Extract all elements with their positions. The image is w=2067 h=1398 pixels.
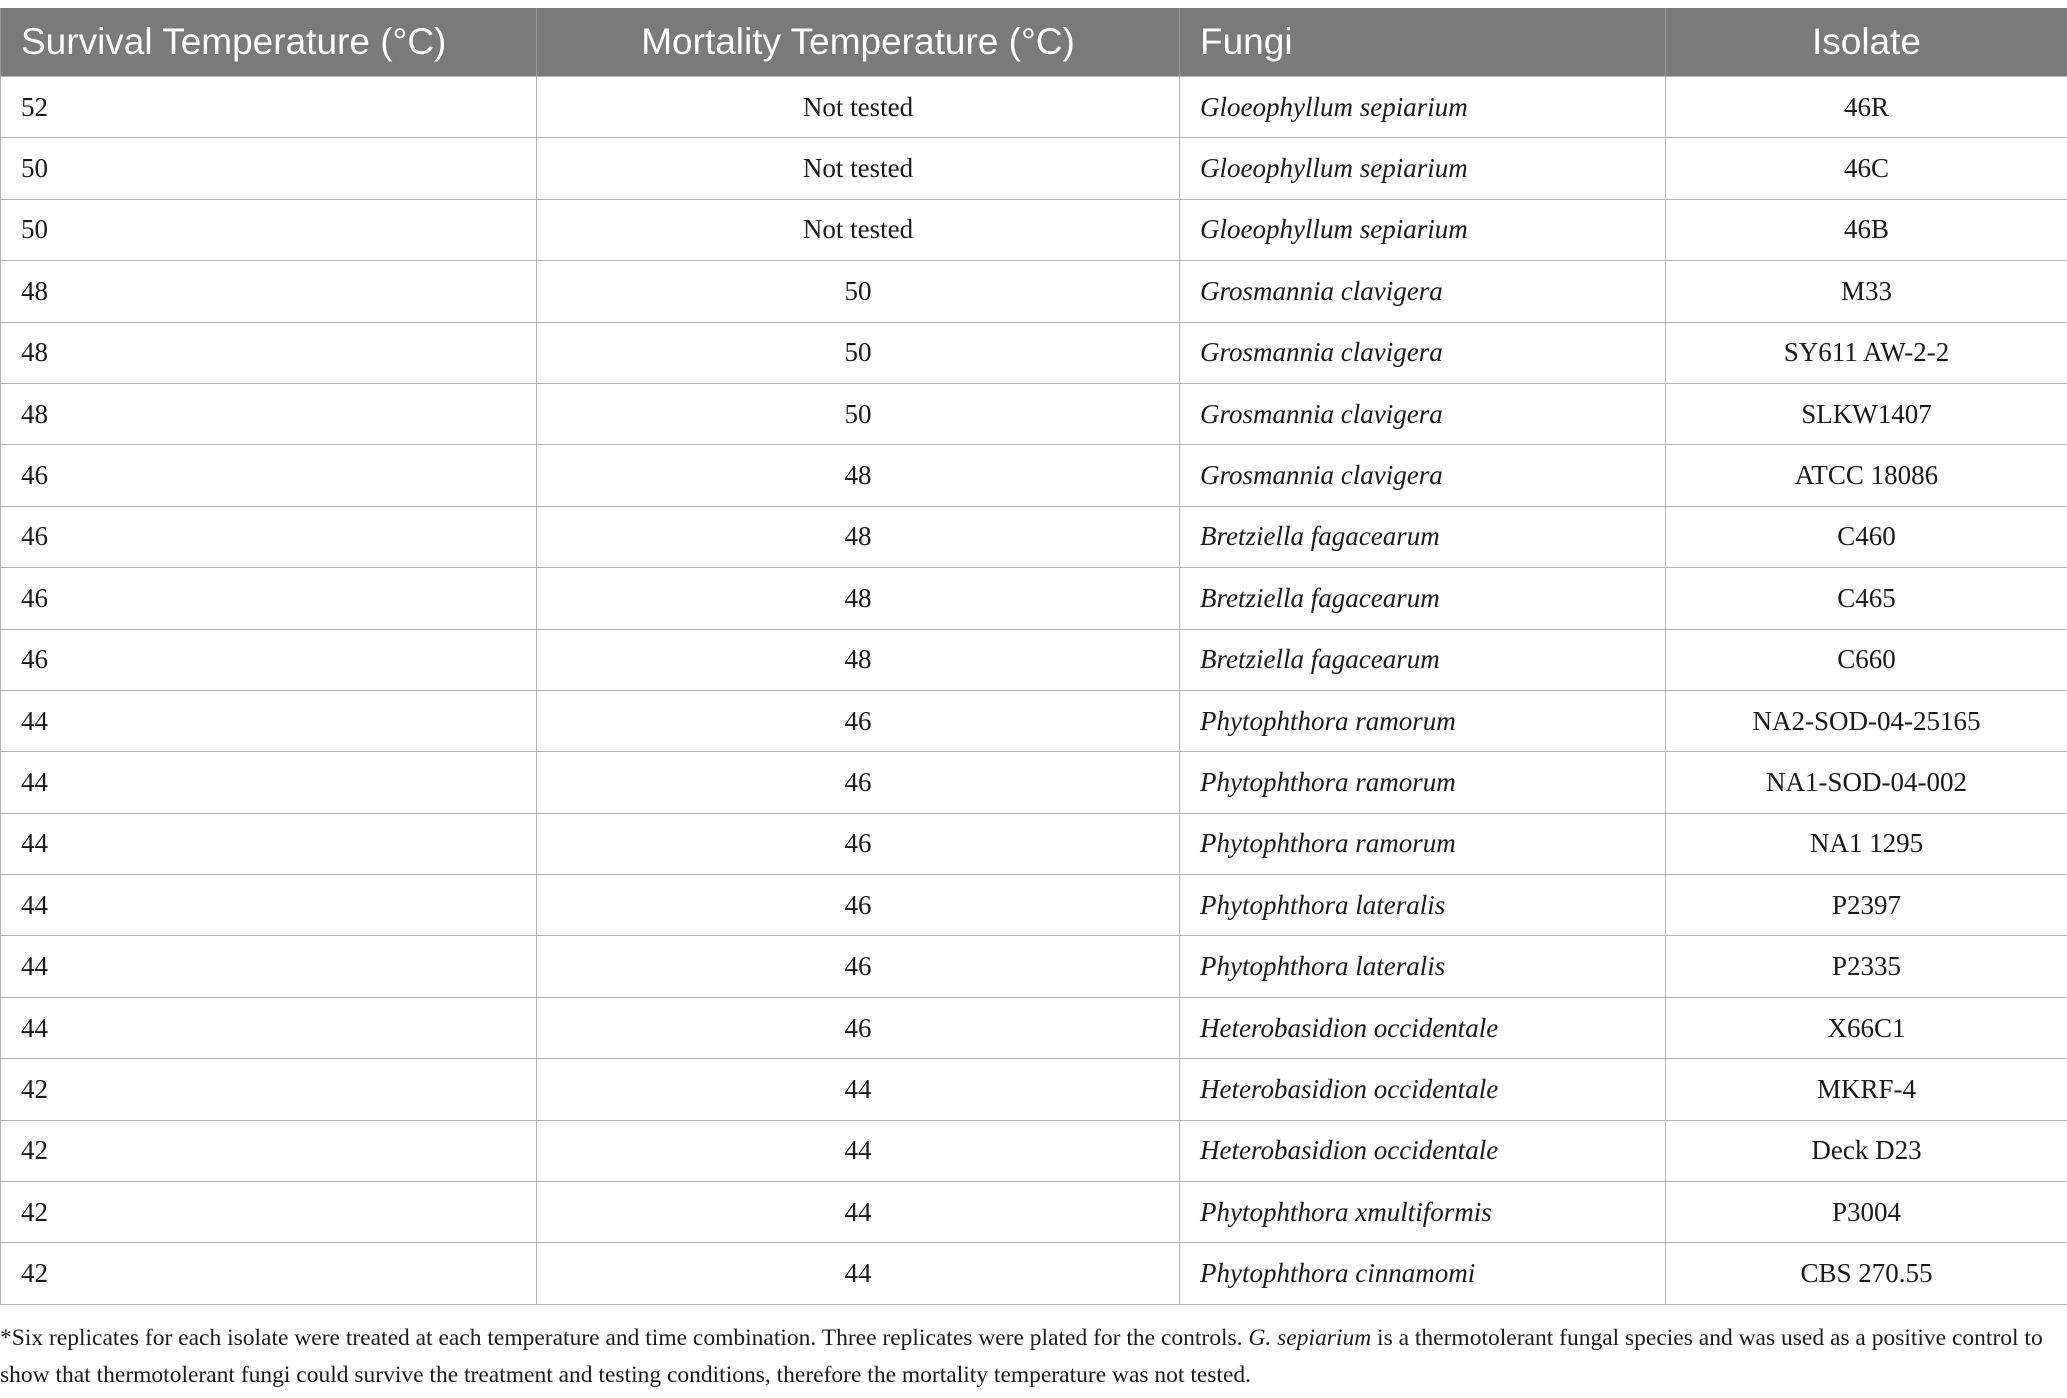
- cell-survival-temperature: 42: [1, 1059, 537, 1120]
- cell-fungi: Phytophthora ramorum: [1180, 813, 1666, 874]
- cell-fungi: Gloeophyllum sepiarium: [1180, 138, 1666, 199]
- cell-isolate: NA1-SOD-04-002: [1666, 752, 2067, 813]
- cell-mortality-temperature: 48: [537, 506, 1180, 567]
- header-fungi: Fungi: [1180, 8, 1666, 77]
- cell-isolate: 46R: [1666, 77, 2067, 138]
- footnote-text-part1: *Six replicates for each isolate were treated at each temperature and time combination. Three replicates were plated for the controls.: [0, 1325, 1249, 1351]
- cell-fungi: Gloeophyllum sepiarium: [1180, 77, 1666, 138]
- table-row: [1, 936, 2067, 997]
- cell-fungi: Phytophthora cinnamomi: [1180, 1243, 1666, 1304]
- cell-survival-temperature: 42: [1, 1120, 537, 1181]
- cell-isolate: 46B: [1666, 199, 2067, 260]
- cell-fungi: Phytophthora lateralis: [1180, 875, 1666, 936]
- results-table-container: [0, 8, 2067, 1305]
- cell-isolate: MKRF-4: [1666, 1059, 2067, 1120]
- cell-fungi: Bretziella fagacearum: [1180, 629, 1666, 690]
- cell-mortality-temperature: 44: [537, 1182, 1180, 1243]
- table-row: [1, 77, 2067, 138]
- cell-survival-temperature: 44: [1, 875, 537, 936]
- cell-fungi: Phytophthora ramorum: [1180, 752, 1666, 813]
- cell-isolate: P3004: [1666, 1182, 2067, 1243]
- cell-survival-temperature: 46: [1, 629, 537, 690]
- table-row: [1, 813, 2067, 874]
- header-isolate: Isolate: [1666, 8, 2067, 77]
- table-body: [1, 77, 2067, 1305]
- footnote-text-part2: is a thermotolerant fungal species and was used as a positive control to show that thermotolerant fungi could survive the treatment and testing conditions, therefore the mortality temperature was not tested.: [0, 1325, 2043, 1388]
- table-row: [1, 445, 2067, 506]
- cell-survival-temperature: 48: [1, 261, 537, 322]
- table-row: [1, 752, 2067, 813]
- cell-isolate: C460: [1666, 506, 2067, 567]
- cell-fungi: Heterobasidion occidentale: [1180, 1059, 1666, 1120]
- cell-mortality-temperature: 46: [537, 936, 1180, 997]
- cell-fungi: Grosmannia clavigera: [1180, 261, 1666, 322]
- cell-fungi: Grosmannia clavigera: [1180, 445, 1666, 506]
- cell-isolate: NA1 1295: [1666, 813, 2067, 874]
- table-row: [1, 629, 2067, 690]
- cell-survival-temperature: 44: [1, 690, 537, 751]
- cell-isolate: 46C: [1666, 138, 2067, 199]
- cell-mortality-temperature: 46: [537, 813, 1180, 874]
- cell-fungi: Grosmannia clavigera: [1180, 383, 1666, 444]
- results-table: [0, 8, 2067, 1305]
- table-row: [1, 1059, 2067, 1120]
- cell-isolate: C465: [1666, 568, 2067, 629]
- cell-isolate: CBS 270.55: [1666, 1243, 2067, 1304]
- cell-mortality-temperature: 50: [537, 322, 1180, 383]
- cell-survival-temperature: 50: [1, 199, 537, 260]
- table-row: [1, 322, 2067, 383]
- cell-isolate: P2397: [1666, 875, 2067, 936]
- table-row: [1, 138, 2067, 199]
- cell-survival-temperature: 52: [1, 77, 537, 138]
- cell-mortality-temperature: 50: [537, 383, 1180, 444]
- cell-survival-temperature: 44: [1, 997, 537, 1058]
- cell-isolate: P2335: [1666, 936, 2067, 997]
- cell-fungi: Heterobasidion occidentale: [1180, 1120, 1666, 1181]
- cell-survival-temperature: 42: [1, 1243, 537, 1304]
- cell-survival-temperature: 42: [1, 1182, 537, 1243]
- cell-fungi: Gloeophyllum sepiarium: [1180, 199, 1666, 260]
- cell-fungi: Phytophthora lateralis: [1180, 936, 1666, 997]
- cell-survival-temperature: 46: [1, 506, 537, 567]
- table-row: [1, 199, 2067, 260]
- cell-mortality-temperature: 48: [537, 629, 1180, 690]
- cell-survival-temperature: 44: [1, 752, 537, 813]
- cell-survival-temperature: 44: [1, 813, 537, 874]
- cell-mortality-temperature: 48: [537, 445, 1180, 506]
- cell-isolate: SLKW1407: [1666, 383, 2067, 444]
- cell-survival-temperature: 48: [1, 383, 537, 444]
- header-survival-temperature: Survival Temperature (°C): [1, 8, 537, 77]
- cell-isolate: Deck D23: [1666, 1120, 2067, 1181]
- table-row: [1, 1243, 2067, 1304]
- table-row: [1, 875, 2067, 936]
- cell-survival-temperature: 46: [1, 445, 537, 506]
- cell-mortality-temperature: 50: [537, 261, 1180, 322]
- cell-survival-temperature: 46: [1, 568, 537, 629]
- table-row: [1, 506, 2067, 567]
- cell-fungi: Phytophthora ramorum: [1180, 690, 1666, 751]
- cell-isolate: C660: [1666, 629, 2067, 690]
- table-row: [1, 383, 2067, 444]
- table-row: [1, 1120, 2067, 1181]
- table-row: [1, 1182, 2067, 1243]
- cell-survival-temperature: 44: [1, 936, 537, 997]
- cell-fungi: Bretziella fagacearum: [1180, 568, 1666, 629]
- cell-mortality-temperature: Not tested: [537, 138, 1180, 199]
- cell-mortality-temperature: 46: [537, 875, 1180, 936]
- cell-isolate: NA2-SOD-04-25165: [1666, 690, 2067, 751]
- table-row: [1, 690, 2067, 751]
- cell-fungi: Heterobasidion occidentale: [1180, 997, 1666, 1058]
- cell-isolate: SY611 AW-2-2: [1666, 322, 2067, 383]
- cell-mortality-temperature: 48: [537, 568, 1180, 629]
- cell-mortality-temperature: 46: [537, 997, 1180, 1058]
- cell-survival-temperature: 48: [1, 322, 537, 383]
- cell-survival-temperature: 50: [1, 138, 537, 199]
- table-row: [1, 997, 2067, 1058]
- cell-isolate: ATCC 18086: [1666, 445, 2067, 506]
- cell-isolate: M33: [1666, 261, 2067, 322]
- header-mortality-temperature: Mortality Temperature (°C): [537, 8, 1180, 77]
- table-header-row: [1, 8, 2067, 77]
- cell-mortality-temperature: 44: [537, 1243, 1180, 1304]
- cell-mortality-temperature: Not tested: [537, 199, 1180, 260]
- cell-fungi: Bretziella fagacearum: [1180, 506, 1666, 567]
- cell-fungi: Grosmannia clavigera: [1180, 322, 1666, 383]
- cell-isolate: X66C1: [1666, 997, 2067, 1058]
- cell-mortality-temperature: 46: [537, 752, 1180, 813]
- cell-mortality-temperature: 44: [537, 1059, 1180, 1120]
- table-footnote: [0, 1320, 2045, 1394]
- cell-mortality-temperature: 46: [537, 690, 1180, 751]
- footnote-species-name: G. sepiarium: [1248, 1325, 1372, 1351]
- table-row: [1, 261, 2067, 322]
- cell-mortality-temperature: 44: [537, 1120, 1180, 1181]
- cell-fungi: Phytophthora xmultiformis: [1180, 1182, 1666, 1243]
- table-row: [1, 568, 2067, 629]
- cell-mortality-temperature: Not tested: [537, 77, 1180, 138]
